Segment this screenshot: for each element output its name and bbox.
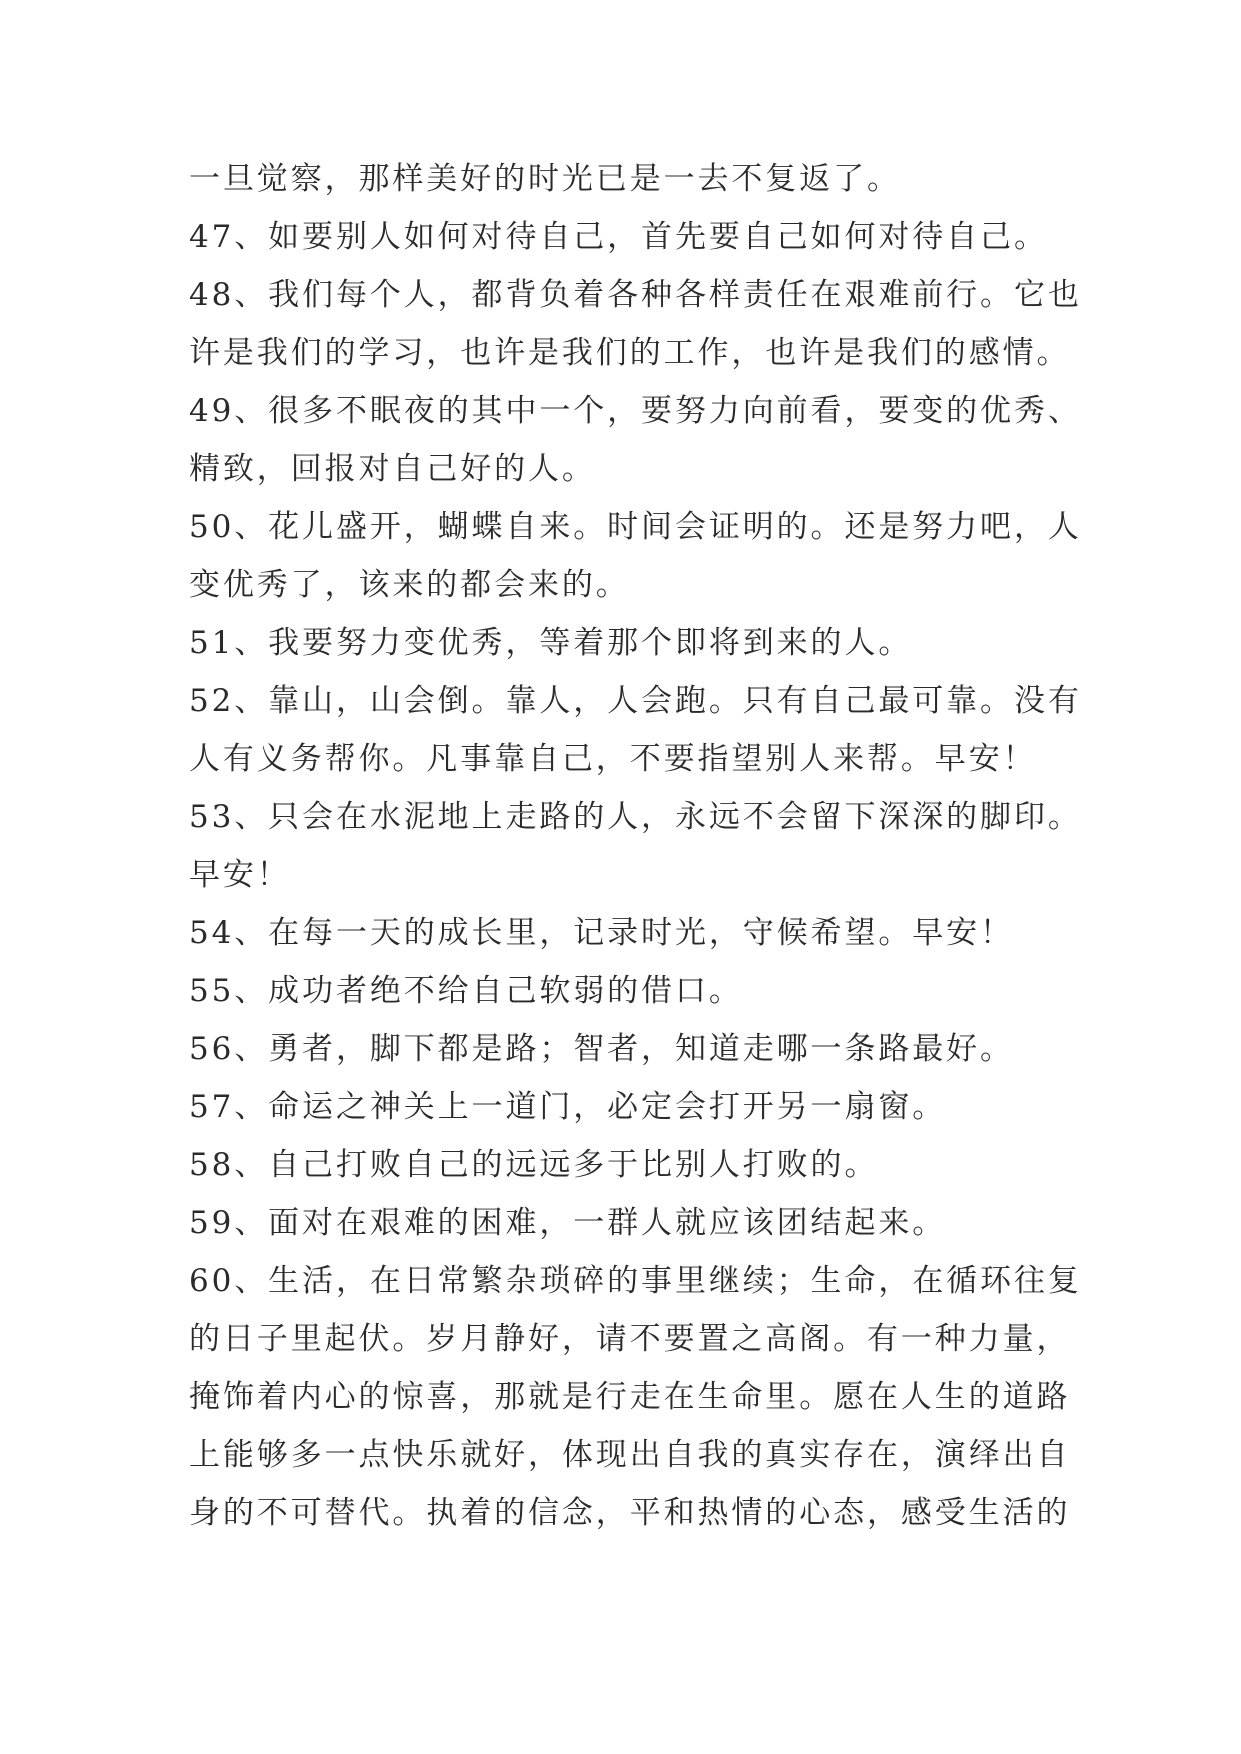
text-line: 变优秀了，该来的都会来的。: [189, 567, 630, 603]
text-line: 48、我们每个人，都背负着各种各样责任在艰难前行。它也: [189, 277, 1082, 313]
body-text: [189, 150, 1082, 1542]
text-line: 47、如要别人如何对待自己，首先要自己如何对待自己。: [189, 219, 1048, 255]
text-line: 的日子里起伏。岁月静好，请不要置之高阁。有一种力量，: [189, 1321, 1071, 1357]
text-line: 身的不可替代。执着的信念，平和热情的心态，感受生活的: [189, 1495, 1071, 1531]
text-line: 55、成功者绝不给自己软弱的借口。: [189, 973, 743, 1009]
text-line: 56、勇者，脚下都是路；智者，知道走哪一条路最好。: [189, 1031, 1014, 1067]
text-line: 54、在每一天的成长里，记录时光，守候希望。早安！: [189, 915, 1014, 951]
text-line: 58、自己打败自己的远远多于比别人打败的。: [189, 1147, 879, 1183]
text-line: 51、我要努力变优秀，等着那个即将到来的人。: [189, 625, 913, 661]
text-line: 许是我们的学习，也许是我们的工作，也许是我们的感情。: [189, 335, 1071, 371]
text-line: 59、面对在艰难的困难，一群人就应该团结起来。: [189, 1205, 947, 1241]
text-line: 50、花儿盛开，蝴蝶自来。时间会证明的。还是努力吧，人: [189, 509, 1082, 545]
text-line: 上能够多一点快乐就好，体现出自我的真实存在，演绎出自: [189, 1437, 1071, 1473]
text-line: 60、生活，在日常繁杂琐碎的事里继续；生命，在循环往复: [189, 1263, 1082, 1299]
text-line: 早安！: [189, 857, 291, 893]
text-line: 精致，回报对自己好的人。: [189, 451, 596, 487]
text-line: 掩饰着内心的惊喜，那就是行走在生命里。愿在人生的道路: [189, 1379, 1071, 1415]
text-line: 49、很多不眠夜的其中一个，要努力向前看，要变的优秀、: [189, 393, 1082, 429]
text-line: 一旦觉察，那样美好的时光已是一去不复返了。: [189, 161, 901, 197]
text-line: 52、靠山，山会倒。靠人，人会跑。只有自己最可靠。没有: [189, 683, 1082, 719]
text-line: 57、命运之神关上一道门，必定会打开另一扇窗。: [189, 1089, 947, 1125]
text-line: 人有义务帮你。凡事靠自己，不要指望别人来帮。早安！: [189, 741, 1037, 777]
text-line: 53、只会在水泥地上走路的人，永远不会留下深深的脚印。: [189, 799, 1082, 835]
